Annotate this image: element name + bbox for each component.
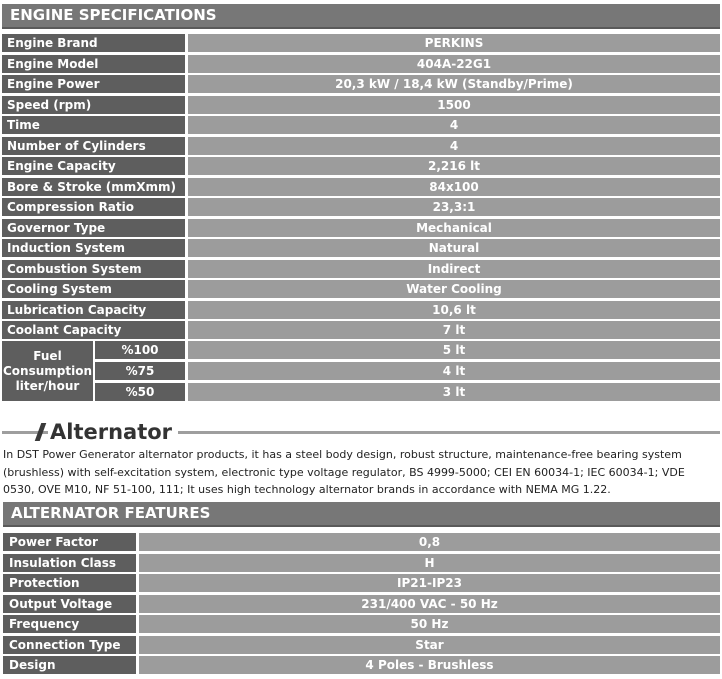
spec-label: Speed (rpm) — [2, 96, 185, 114]
alternator-features-header — [3, 502, 720, 527]
fuel-value: 4 lt — [188, 362, 720, 380]
spec-value: Natural — [188, 239, 720, 257]
alternator-feature-row — [3, 615, 720, 633]
alternator-feature-row — [3, 574, 720, 592]
engine-spec-row — [2, 178, 720, 196]
spec-label: Engine Model — [2, 55, 185, 73]
fuel-value: 3 lt — [188, 383, 720, 401]
spec-value: PERKINS — [188, 34, 720, 52]
alternator-feature-row — [3, 636, 720, 654]
spec-label: Governor Type — [2, 219, 185, 237]
spec-value: Mechanical — [188, 219, 720, 237]
fuel-consumption-label — [2, 341, 93, 401]
spec-value: 4 — [188, 116, 720, 134]
feature-value: H — [139, 554, 720, 572]
spec-label: Time — [2, 116, 185, 134]
fuel-consumption-block — [2, 341, 720, 401]
spec-value: 84x100 — [188, 178, 720, 196]
spec-label: Engine Power — [2, 75, 185, 93]
engine-spec-row — [2, 219, 720, 237]
spec-value: 7 lt — [188, 321, 720, 339]
feature-label: Frequency — [3, 615, 136, 633]
feature-label: Connection Type — [3, 636, 136, 654]
alternator-feature-row — [3, 656, 720, 674]
engine-spec-row — [2, 34, 720, 52]
engine-spec-row — [2, 157, 720, 175]
engine-spec-row — [2, 198, 720, 216]
spec-label: Cooling System — [2, 280, 185, 298]
alternator-heading: Alternator — [48, 420, 178, 444]
fuel-row-100 — [95, 341, 720, 359]
engine-spec-row — [2, 321, 720, 339]
feature-value: 50 Hz — [139, 615, 720, 633]
engine-specifications-title: ENGINE SPECIFICATIONS — [10, 6, 217, 24]
engine-spec-row — [2, 96, 720, 114]
spec-value: 4 — [188, 137, 720, 155]
fuel-load: %75 — [95, 362, 185, 380]
engine-spec-row — [2, 280, 720, 298]
alternator-heading-bar — [0, 420, 722, 444]
fuel-label-line2: Consumption — [2, 363, 92, 378]
feature-value: 231/400 VAC - 50 Hz — [139, 595, 720, 613]
spec-label: Induction System — [2, 239, 185, 257]
spec-value: 23,3:1 — [188, 198, 720, 216]
engine-spec-row — [2, 116, 720, 134]
spec-label: Combustion System — [2, 260, 185, 278]
feature-label: Power Factor — [3, 533, 136, 551]
spec-label: Engine Brand — [2, 34, 185, 52]
engine-spec-row — [2, 137, 720, 155]
spec-value: Water Cooling — [188, 280, 720, 298]
spec-label: Compression Ratio — [2, 198, 185, 216]
spec-label: Lubrication Capacity — [2, 301, 185, 319]
alternator-feature-row — [3, 595, 720, 613]
feature-label: Design — [3, 656, 136, 674]
feature-value: 4 Poles - Brushless — [139, 656, 720, 674]
fuel-label-line3: liter/hour — [15, 378, 80, 393]
spec-value: 2,216 lt — [188, 157, 720, 175]
alternator-feature-row — [3, 554, 720, 572]
engine-spec-row — [2, 55, 720, 73]
feature-value: 0,8 — [139, 533, 720, 551]
spec-label: Number of Cylinders — [2, 137, 185, 155]
spec-value: 404A-22G1 — [188, 55, 720, 73]
fuel-value: 5 lt — [188, 341, 720, 359]
engine-spec-row — [2, 301, 720, 319]
engine-spec-row — [2, 239, 720, 257]
feature-label: Output Voltage — [3, 595, 136, 613]
feature-label: Insulation Class — [3, 554, 136, 572]
alternator-description: In DST Power Generator alternator products, it has a steel body design, robust structure, maintenance-free bearing system (brushless) with self-excitation system, electronic type voltage regulator, BS 4999-5000; CEI EN 60034-1; IEC 60034-1; VDE 0530, OVE M10, NF 51-100, 111; It uses high technology alternator brands in accordance with NEMA MG 1.22. — [3, 448, 685, 496]
engine-spec-row — [2, 75, 720, 93]
fuel-label-line1: Fuel — [33, 348, 62, 363]
spec-label: Engine Capacity — [2, 157, 185, 175]
fuel-row-50 — [95, 383, 720, 401]
feature-label: Protection — [3, 574, 136, 592]
alternator-features-title: ALTERNATOR FEATURES — [11, 504, 211, 522]
engine-specifications-header — [2, 4, 720, 29]
spec-value: Indirect — [188, 260, 720, 278]
spec-value: 1500 — [188, 96, 720, 114]
fuel-load: %50 — [95, 383, 185, 401]
spec-value: 20,3 kW / 18,4 kW (Standby/Prime) — [188, 75, 720, 93]
spec-label: Bore & Stroke (mmXmm) — [2, 178, 185, 196]
feature-value: IP21-IP23 — [139, 574, 720, 592]
engine-spec-row — [2, 260, 720, 278]
feature-value: Star — [139, 636, 720, 654]
fuel-load: %100 — [95, 341, 185, 359]
fuel-row-75 — [95, 362, 720, 380]
spec-value: 10,6 lt — [188, 301, 720, 319]
alternator-feature-row — [3, 533, 720, 551]
spec-label: Coolant Capacity — [2, 321, 185, 339]
